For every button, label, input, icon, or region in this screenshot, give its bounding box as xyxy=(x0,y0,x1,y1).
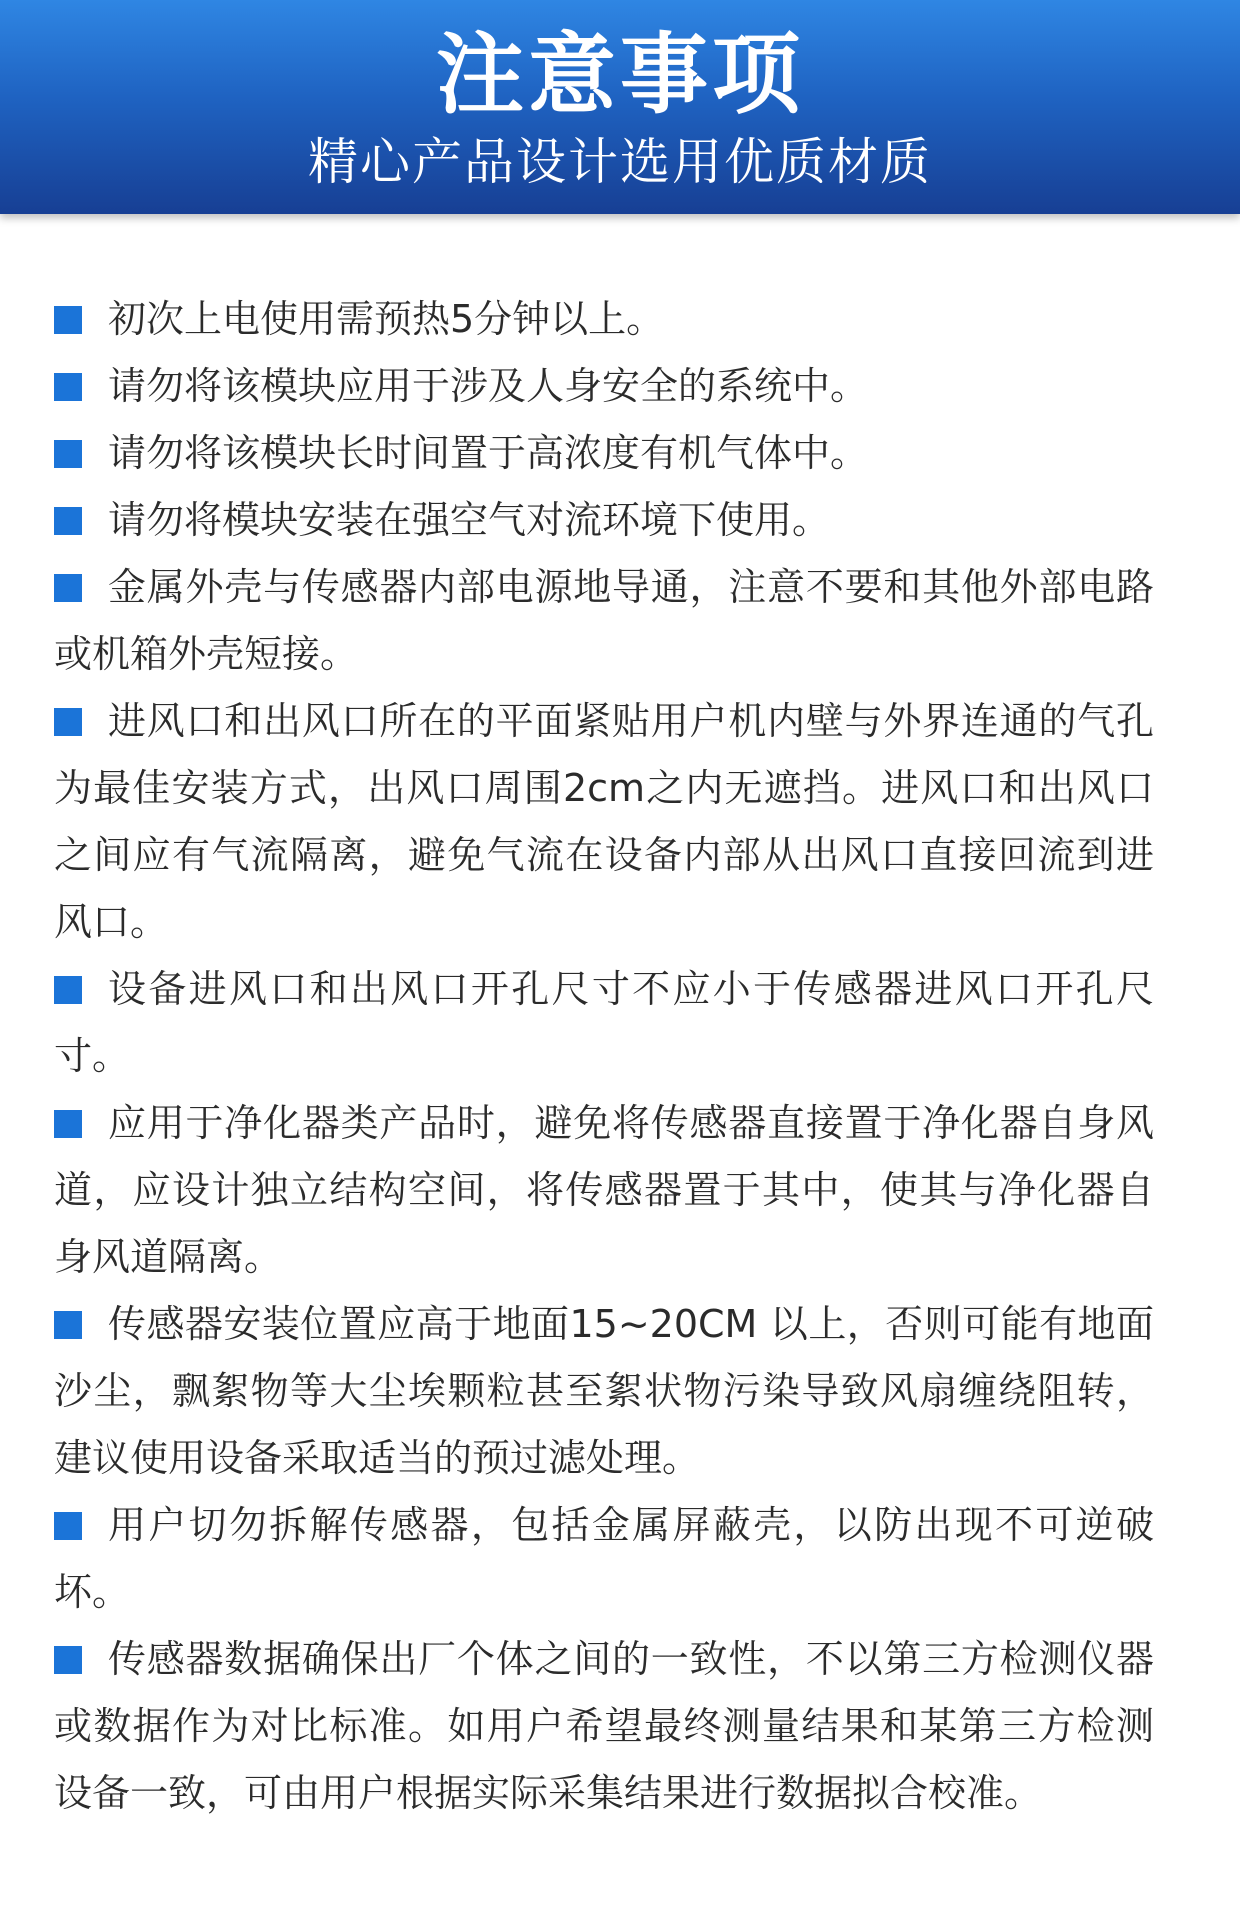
note-item-7 xyxy=(54,956,1154,1090)
note-item-11 xyxy=(54,1626,1154,1827)
note-text: 传感器数据确保出厂个体之间的一致性，不以第三方检测仪器或数据作为对比标准。如用户希望最终测量结果和某第三方检测设备一致，可由用户根据实际采集结果进行数据拟合校准。 xyxy=(54,1637,1154,1815)
note-item-8 xyxy=(54,1090,1154,1291)
square-bullet-icon xyxy=(54,708,82,736)
note-text: 应用于净化器类产品时，避免将传感器直接置于净化器自身风道，应设计独立结构空间，将传感器置于其中，使其与净化器自身风道隔离。 xyxy=(54,1101,1154,1279)
square-bullet-icon xyxy=(54,507,82,535)
square-bullet-icon xyxy=(54,1110,82,1138)
square-bullet-icon xyxy=(54,373,82,401)
square-bullet-icon xyxy=(54,574,82,602)
note-item-6 xyxy=(54,688,1154,956)
note-item-3 xyxy=(54,420,1154,487)
note-text: 进风口和出风口所在的平面紧贴用户机内壁与外界连通的气孔为最佳安装方式，出风口周围2cm之内无遮挡。进风口和出风口之间应有气流隔离，避免气流在设备内部从出风口直接回流到进风口。 xyxy=(54,699,1154,944)
note-text: 传感器安装位置应高于地面15~20CM 以上，否则可能有地面沙尘，飘絮物等大尘埃颗粒甚至絮状物污染导致风扇缠绕阻转，建议使用设备采取适当的预过滤处理。 xyxy=(54,1302,1154,1480)
note-item-2 xyxy=(54,353,1154,420)
square-bullet-icon xyxy=(54,976,82,1004)
note-text: 初次上电使用需预热5分钟以上。 xyxy=(108,297,665,341)
note-text: 请勿将该模块应用于涉及人身安全的系统中。 xyxy=(108,364,869,408)
page-title: 注意事项 xyxy=(435,23,804,126)
note-item-5 xyxy=(54,554,1154,688)
square-bullet-icon xyxy=(54,1646,82,1674)
note-item-4 xyxy=(54,487,1154,554)
note-text: 请勿将该模块长时间置于高浓度有机气体中。 xyxy=(108,431,869,475)
notes-list xyxy=(54,286,1154,1827)
header-banner xyxy=(0,0,1240,214)
page-subtitle: 精心产品设计选用优质材质 xyxy=(308,133,932,191)
note-text: 金属外壳与传感器内部电源地导通，注意不要和其他外部电路或机箱外壳短接。 xyxy=(54,565,1154,676)
square-bullet-icon xyxy=(54,306,82,334)
note-text: 请勿将模块安装在强空气对流环境下使用。 xyxy=(108,498,831,542)
note-item-10 xyxy=(54,1492,1154,1626)
note-text: 用户切勿拆解传感器，包括金属屏蔽壳，以防出现不可逆破坏。 xyxy=(54,1503,1154,1614)
square-bullet-icon xyxy=(54,440,82,468)
square-bullet-icon xyxy=(54,1512,82,1540)
square-bullet-icon xyxy=(54,1311,82,1339)
note-item-1 xyxy=(54,286,1154,353)
note-item-9 xyxy=(54,1291,1154,1492)
note-text: 设备进风口和出风口开孔尺寸不应小于传感器进风口开孔尺寸。 xyxy=(54,967,1154,1078)
